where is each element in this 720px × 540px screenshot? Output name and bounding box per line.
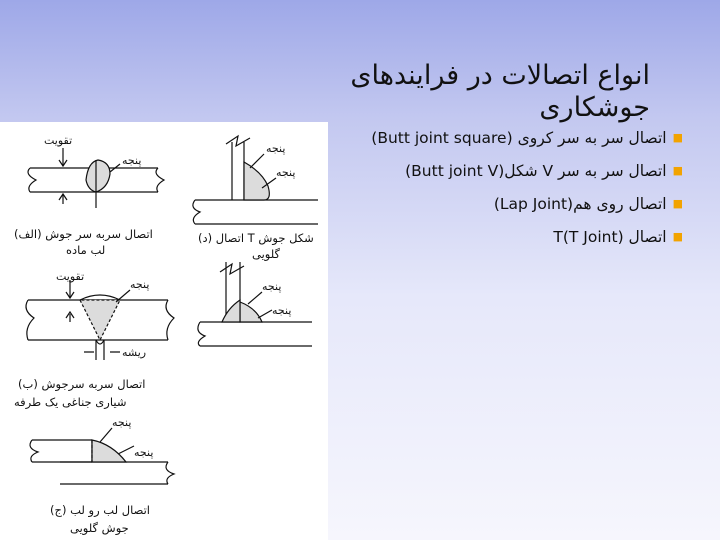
caption-d-line2: گلویی [252, 247, 281, 261]
weld-joints-drawing [0, 122, 328, 540]
bullet-square-icon: ■ [672, 230, 683, 243]
bullet-item [355, 160, 683, 182]
label-bead-d3: پنجه [262, 280, 282, 293]
caption-a-line2: لب ماده [66, 243, 106, 257]
label-bead-a: پنجه [122, 154, 142, 167]
label-bead-c1: پنجه [112, 416, 132, 429]
label-reinforcement-a: تقویت [44, 134, 73, 147]
label-bead-d2: پنجه [276, 166, 296, 179]
bullet-item [355, 226, 683, 248]
bullet-square-icon: ■ [672, 131, 683, 144]
label-reinforcement-b: تقویت [56, 270, 85, 283]
caption-a-line1: (الف) اتصال سربه سر جوش [14, 227, 153, 241]
bullet-square-icon: ■ [672, 164, 683, 177]
caption-d-line1: (د) اتصال T شکل جوش [198, 231, 314, 245]
slide-title: انواع اتصالات در فرایندهای جوشکاری [350, 60, 650, 123]
caption-c-line2: جوش گلویی [70, 521, 129, 535]
bullet-text: اتصال سر به سر V شکل(Butt joint V) [405, 162, 667, 180]
diagram-t-joint-upper [193, 136, 318, 224]
bullet-text: اتصال (T Joint)T [553, 228, 667, 246]
label-root-b: ریشه [122, 346, 147, 359]
diagram-butt-square [28, 148, 164, 208]
diagram-t-joint-lower [198, 262, 312, 346]
label-bead-b: پنجه [130, 278, 150, 291]
label-bead-c2: پنجه [134, 446, 154, 459]
bullet-text: اتصال روی هم(Lap Joint) [493, 195, 667, 213]
caption-b-line2: شیاری جناغی یک طرفه [14, 395, 127, 409]
caption-b-line1: (ب) اتصال سربه سرجوش [18, 377, 146, 391]
bullet-item [355, 127, 683, 149]
bullet-square-icon: ■ [672, 197, 683, 210]
caption-c-line1: (ج) اتصال لب رو لب [50, 503, 150, 517]
weld-joints-figure [0, 122, 328, 540]
bullet-list [355, 127, 683, 259]
bullet-item [355, 193, 683, 215]
bullet-text: اتصال سر به سر کروی (Butt joint square) [371, 129, 667, 147]
label-bead-d1: پنجه [266, 142, 286, 155]
diagram-butt-v-groove [26, 280, 174, 360]
label-bead-d4: پنجه [272, 304, 292, 317]
